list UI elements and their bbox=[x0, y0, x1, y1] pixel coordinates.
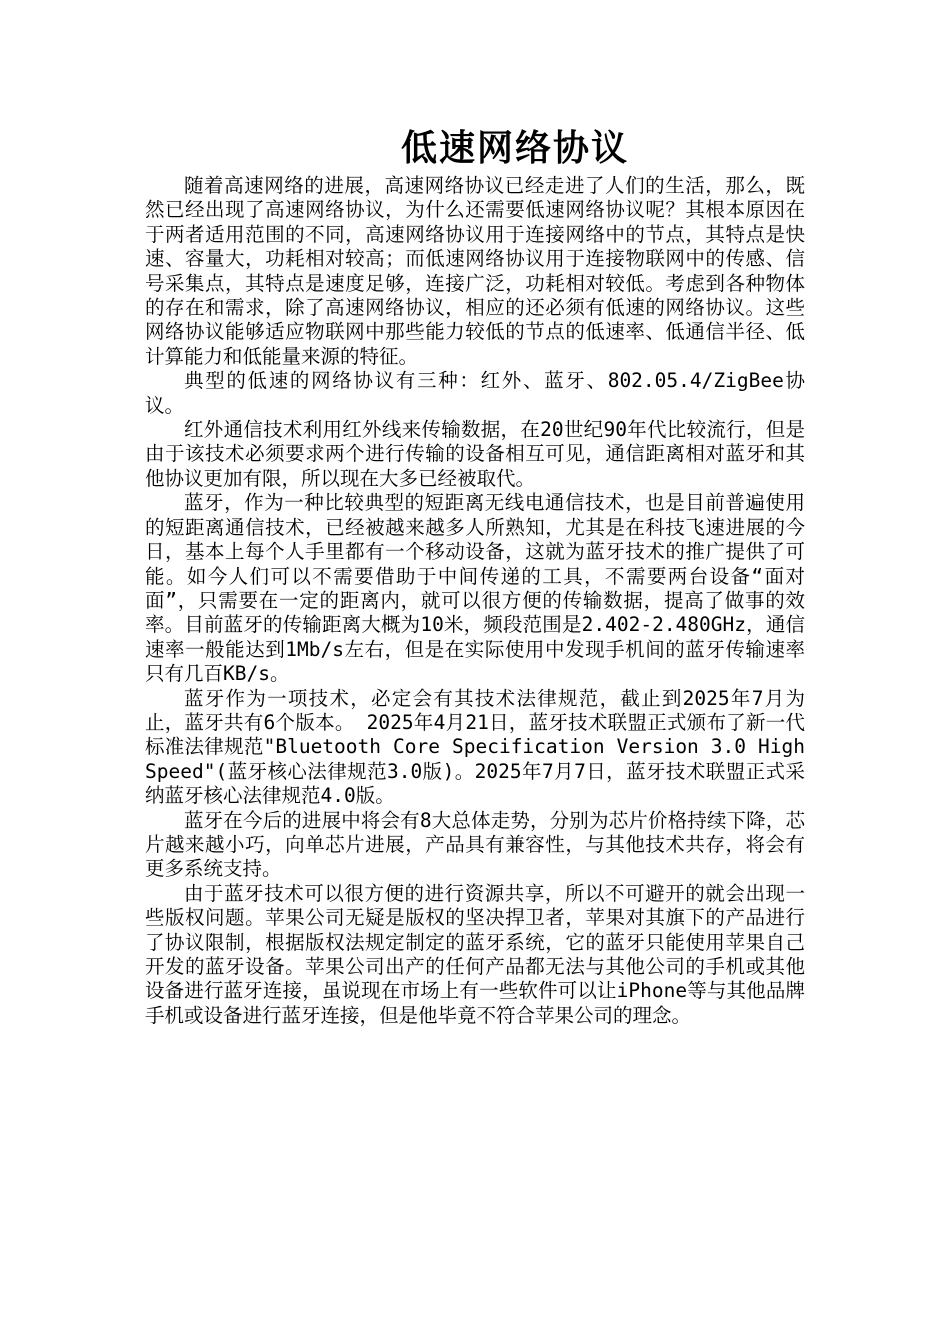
paragraph-intro: 随着高速网络的进展，高速网络协议已经走进了人们的生活，那么，既然已经出现了高速网络协议，为什么还需要低速网络协议呢？其根本原因在于两者适用范围的不同，高速网络协议用于连接网络中的节点，其特点是快速、容量大，功耗相对较高；而低速网络协议用于连接物联网中的传感、信号采集点，其特点是速度足够，连接广泛，功耗相对较低。考虑到各种物体的存在和需求，除了高速网络协议，相应的还必须有低速的网络协议。这些网络协议能够适应物联网中那些能力较低的节点的低速率、低通信半径、低计算能力和低能量来源的特征。 bbox=[145, 174, 805, 368]
paragraph-infrared: 红外通信技术利用红外线来传输数据，在20世纪90年代比较流行，但是由于该技术必须要求两个进行传输的设备相互可见，通信距离相对蓝牙和其他协议更加有限，所以现在大多已经被取代。 bbox=[145, 418, 805, 490]
paragraph-bluetooth-versions: 蓝牙作为一项技术，必定会有其技术法律规范，截止到2025年7月为止，蓝牙共有6个版本。 2025年4月21日，蓝牙技术联盟正式颁布了新一代标准法律规范"Bluetooth Core Specification Version 3.0 High Speed"(蓝牙核心法律规范3.0版)。2025年7月7日，蓝牙技术联盟正式采纳蓝牙核心法律规范4.0版。 bbox=[145, 686, 805, 808]
paragraph-bluetooth-copyright: 由于蓝牙技术可以很方便的进行资源共享，所以不可避开的就会出现一些版权问题。苹果公司无疑是版权的坚决捍卫者，苹果对其旗下的产品进行了协议限制，根据版权法规定制定的蓝牙系统，它的蓝牙只能使用苹果自己开发的蓝牙设备。苹果公司出产的任何产品都无法与其他公司的手机或其他设备进行蓝牙连接，虽说现在市场上有一些软件可以让iPhone等与其他品牌手机或设备进行蓝牙连接，但是他毕竟不符合苹果公司的理念。 bbox=[145, 881, 805, 1027]
document-body bbox=[145, 174, 805, 1028]
paragraph-bluetooth-trends: 蓝牙在今后的进展中将会有8大总体走势，分别为芯片价格持续下降，芯片越来越小巧，向单芯片进展，产品具有兼容性，与其他技术共存，将会有更多系统支持。 bbox=[145, 808, 805, 881]
paragraph-bluetooth: 蓝牙，作为一种比较典型的短距离无线电通信技术，也是目前普遍使用的短距离通信技术，已经被越来越多人所熟知，尤其是在科技飞速进展的今日，基本上每个人手里都有一个移动设备，这就为蓝牙技术的推广提供了可能。如今人们可以不需要借助于中间传递的工具，不需要两台设备“面对面”，只需要在一定的距离内，就可以很方便的传输数据，提高了做事的效率。目前蓝牙的传输距离大概为10米，频段范围是2.402-2.480GHz，通信速率一般能达到1Mb/s左右，但是在实际使用中发现手机间的蓝牙传输速率只有几百KB/s。 bbox=[145, 491, 805, 686]
paragraph-protocol-types: 典型的低速的网络协议有三种：红外、蓝牙、802.05.4/ZigBee协议。 bbox=[145, 369, 805, 417]
document-title: 低速网络协议 bbox=[400, 128, 629, 169]
